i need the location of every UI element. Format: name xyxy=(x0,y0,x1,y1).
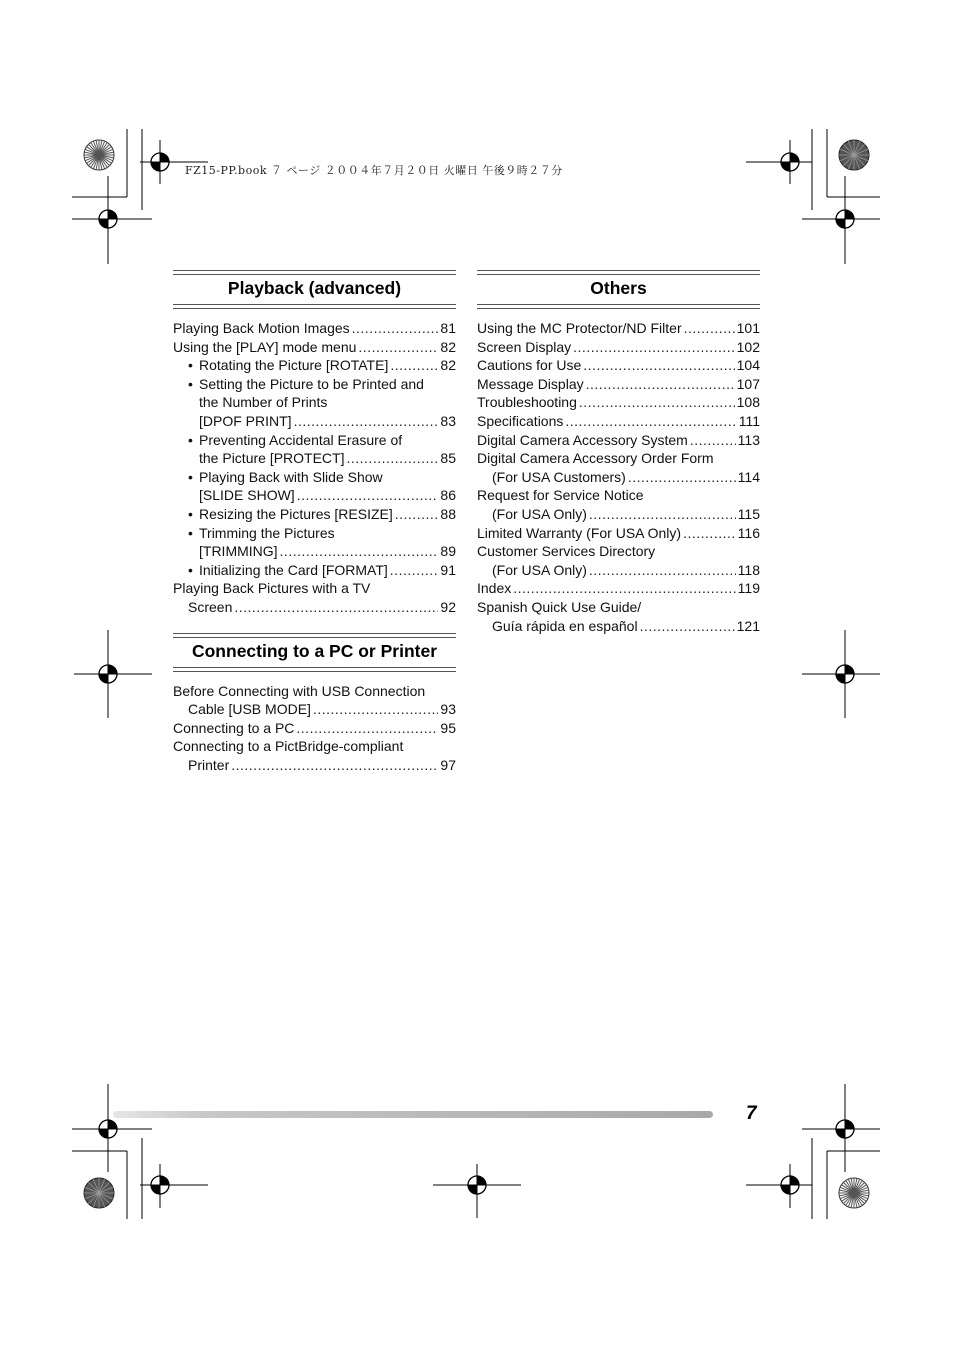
toc-entry-text: Customer Services Directory xyxy=(477,543,656,560)
toc-column-left xyxy=(173,270,456,774)
toc-entry[interactable] xyxy=(477,375,760,394)
toc-page-number: 107 xyxy=(736,375,760,392)
leader-dots xyxy=(296,719,438,738)
bullet-icon: • xyxy=(188,431,193,448)
toc-sub-entry[interactable] xyxy=(173,431,456,468)
rule-top xyxy=(173,270,456,275)
toc-entry-text: Index xyxy=(477,580,512,597)
toc-entry-text: Screen Display xyxy=(477,338,572,355)
toc-entry-continuation: (For USA Only) xyxy=(492,561,587,578)
toc-entry[interactable] xyxy=(173,682,456,719)
leader-dots xyxy=(586,375,735,394)
toc-entry-text: Cautions for Use xyxy=(477,357,582,374)
toc-list-playback xyxy=(173,319,456,617)
toc-page-number: 108 xyxy=(736,394,760,411)
toc-page-number: 118 xyxy=(737,561,760,578)
toc-entry-text: Digital Camera Accessory System xyxy=(477,431,688,448)
leader-dots xyxy=(280,542,439,561)
toc-page-number: 88 xyxy=(440,505,456,522)
toc-entry-text: Connecting to a PC xyxy=(173,719,295,736)
toc-entry[interactable] xyxy=(477,393,760,412)
toc-entry[interactable] xyxy=(173,319,456,338)
toc-entry-continuation: the Number of Prints xyxy=(199,394,328,411)
section-header-playback xyxy=(173,270,456,309)
toc-entry-text: Digital Camera Accessory Order Form xyxy=(477,450,714,467)
toc-page-number: 81 xyxy=(440,320,456,336)
toc-entry-text: Playing Back with Slide Show xyxy=(199,468,383,485)
toc-page-number: 115 xyxy=(737,505,760,522)
toc-entry[interactable] xyxy=(477,356,760,375)
toc-page-number: 89 xyxy=(440,543,456,560)
leader-dots xyxy=(690,431,736,450)
toc-page-number: 97 xyxy=(440,756,456,773)
toc-entry[interactable] xyxy=(173,579,456,616)
toc-sub-entry[interactable] xyxy=(173,505,456,524)
toc-entry-text: Limited Warranty (For USA Only) xyxy=(477,524,682,541)
toc-entry-text: Message Display xyxy=(477,375,584,392)
leader-dots xyxy=(683,524,736,543)
toc-entry-text: Resizing the Pictures [RESIZE] xyxy=(199,505,393,522)
leader-dots xyxy=(573,338,734,357)
toc-page-number: 119 xyxy=(737,580,760,597)
toc-entry-continuation: (For USA Customers) xyxy=(492,468,626,485)
leader-dots xyxy=(294,412,439,431)
leader-dots xyxy=(231,756,438,775)
rule-top xyxy=(173,633,456,638)
toc-entry[interactable] xyxy=(477,449,760,486)
rule-top xyxy=(477,270,760,275)
bullet-icon: • xyxy=(188,357,193,374)
toc-entry[interactable] xyxy=(477,412,760,431)
toc-entry-continuation: Screen xyxy=(188,598,233,615)
toc-page-number: 92 xyxy=(440,598,456,615)
toc-page-number: 93 xyxy=(440,701,456,718)
toc-column-right xyxy=(477,270,760,635)
toc-entry-text: Initializing the Card [FORMAT] xyxy=(199,561,388,578)
bullet-icon: • xyxy=(188,375,193,392)
toc-entry[interactable] xyxy=(173,719,456,738)
toc-page-number: 113 xyxy=(737,431,760,448)
toc-entry[interactable] xyxy=(477,542,760,579)
toc-entry[interactable] xyxy=(477,338,760,357)
toc-page-number: 121 xyxy=(736,617,760,634)
toc-entry[interactable] xyxy=(173,737,456,774)
section-title: Connecting to a PC or Printer xyxy=(191,640,438,661)
toc-page-number: 114 xyxy=(737,468,760,485)
toc-page-number: 91 xyxy=(440,561,456,578)
leader-dots xyxy=(358,338,438,357)
toc-page-number: 85 xyxy=(440,450,456,467)
leader-dots xyxy=(579,393,735,412)
toc-page-number: 116 xyxy=(737,524,760,541)
leader-dots xyxy=(589,561,736,580)
section-title: Others xyxy=(590,278,647,298)
page-number: 7 xyxy=(746,1103,757,1124)
toc-page-number: 111 xyxy=(738,412,760,429)
toc-entry[interactable] xyxy=(477,579,760,598)
toc-entry-text: Trimming the Pictures xyxy=(199,524,335,541)
toc-sub-entry[interactable] xyxy=(173,468,456,505)
toc-entry[interactable] xyxy=(477,486,760,523)
toc-sub-entry[interactable] xyxy=(173,524,456,561)
toc-entry[interactable] xyxy=(477,431,760,450)
section-header-others xyxy=(477,270,760,309)
toc-list-others xyxy=(477,319,760,635)
toc-entry[interactable] xyxy=(477,319,760,338)
leader-dots xyxy=(234,598,438,617)
toc-entry-continuation: [SLIDE SHOW] xyxy=(199,487,295,504)
bullet-icon: • xyxy=(188,505,193,522)
leader-dots xyxy=(395,505,439,524)
leader-dots xyxy=(297,486,439,505)
footer-gradient-bar xyxy=(113,1111,713,1118)
toc-page-number: 86 xyxy=(440,487,456,504)
toc-entry-continuation: Cable [USB MODE] xyxy=(188,701,311,718)
bullet-icon: • xyxy=(188,561,193,578)
toc-entry-text: Setting the Picture to be Printed and xyxy=(199,375,424,392)
toc-entry[interactable] xyxy=(173,338,456,357)
toc-entry-text: Preventing Accidental Erasure of xyxy=(199,431,403,448)
toc-entry-text: Rotating the Picture [ROTATE] xyxy=(199,357,389,374)
leader-dots xyxy=(640,617,735,636)
toc-entry-text: Before Connecting with USB Connection xyxy=(173,682,426,699)
toc-entry-text: Specifications xyxy=(477,412,564,429)
bullet-icon: • xyxy=(188,524,193,541)
toc-entry-text: Playing Back Pictures with a TV xyxy=(173,580,371,597)
leader-dots xyxy=(565,412,736,431)
leader-dots xyxy=(390,356,438,375)
leader-dots xyxy=(313,700,438,719)
toc-entry-continuation: [DPOF PRINT] xyxy=(199,412,292,429)
toc-list-connecting xyxy=(173,682,456,775)
leader-dots xyxy=(589,505,736,524)
toc-entry[interactable] xyxy=(477,524,760,543)
toc-page-number: 82 xyxy=(440,357,456,374)
toc-sub-entry[interactable] xyxy=(173,356,456,375)
section-header-connecting xyxy=(173,633,456,672)
toc-entry-text: Using the [PLAY] mode menu xyxy=(173,338,357,355)
leader-dots xyxy=(352,319,439,338)
toc-sub-entry[interactable] xyxy=(173,375,456,431)
leader-dots xyxy=(513,579,735,598)
toc-entry-continuation: Guía rápida en español xyxy=(492,617,638,634)
toc-sub-entry[interactable] xyxy=(173,561,456,580)
toc-entry-text: Troubleshooting xyxy=(477,394,577,411)
leader-dots xyxy=(583,356,734,375)
toc-page-number: 82 xyxy=(440,338,456,355)
rule-bottom xyxy=(173,667,456,672)
toc-entry-text: Request for Service Notice xyxy=(477,487,644,504)
toc-page-number: 101 xyxy=(736,320,760,336)
rule-bottom xyxy=(173,304,456,309)
leader-dots xyxy=(684,319,735,338)
toc-entry-continuation: [TRIMMING] xyxy=(199,543,278,560)
bullet-icon: • xyxy=(188,468,193,485)
toc-entry[interactable] xyxy=(477,598,760,635)
toc-entry-continuation: Printer xyxy=(188,756,230,773)
leader-dots xyxy=(390,561,439,580)
print-slug-header: FZ15-PP.book ７ ページ ２００４年７月２０日 火曜日 午後９時２７分 xyxy=(185,164,563,177)
leader-dots xyxy=(346,449,438,468)
toc-entry-text: Using the MC Protector/ND Filter xyxy=(477,320,682,336)
toc-entry-text: Connecting to a PictBridge-compliant xyxy=(173,738,404,755)
toc-entry-continuation: the Picture [PROTECT] xyxy=(199,450,345,467)
toc-entry-continuation: (For USA Only) xyxy=(492,505,587,522)
toc-page-number: 102 xyxy=(736,338,760,355)
toc-entry-text: Spanish Quick Use Guide/ xyxy=(477,598,642,615)
rule-bottom xyxy=(477,304,760,309)
toc-page-number: 95 xyxy=(440,719,456,736)
toc-page-number: 104 xyxy=(736,357,760,374)
toc-entry-text: Playing Back Motion Images xyxy=(173,320,350,336)
leader-dots xyxy=(628,468,736,487)
section-title: Playback (advanced) xyxy=(227,278,402,298)
toc-page-number: 83 xyxy=(440,412,456,429)
